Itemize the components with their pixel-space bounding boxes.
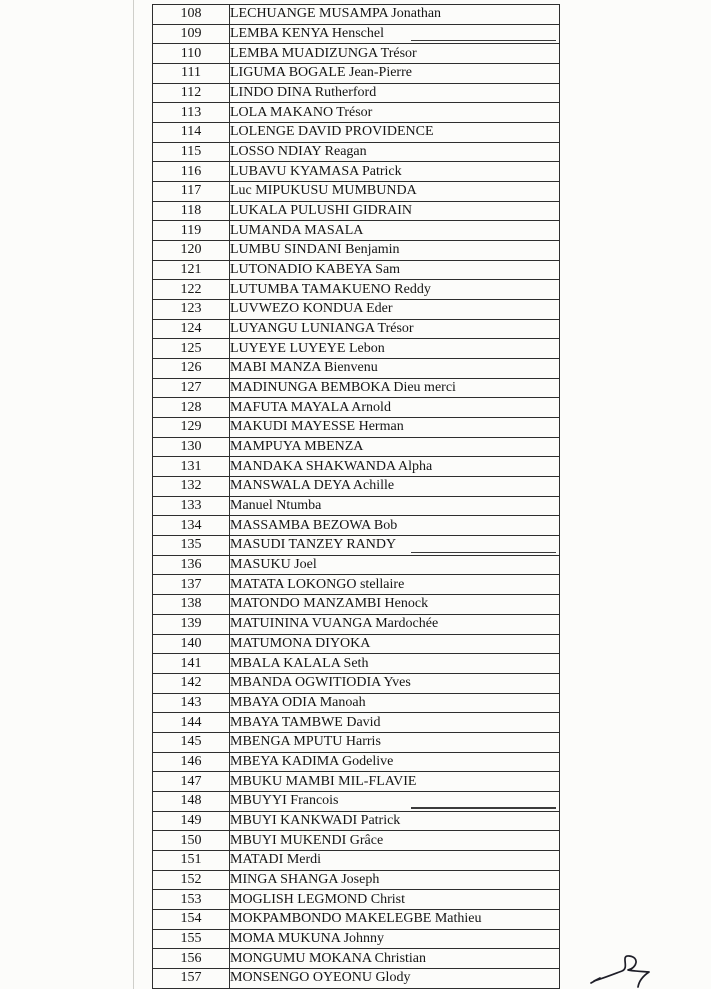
table-row xyxy=(153,24,560,44)
row-name: MONSENGO OYEONU Glody xyxy=(230,968,560,988)
row-name: LEMBA KENYA Henschel xyxy=(230,24,560,44)
row-number: 151 xyxy=(153,850,230,870)
row-number: 125 xyxy=(153,339,230,359)
row-name: LEMBA MUADIZUNGA Trésor xyxy=(230,44,560,64)
row-name: MOGLISH LEGMOND Christ xyxy=(230,890,560,910)
row-name: MBUYYI Francois xyxy=(230,791,560,811)
row-name: LUMANDA MASALA xyxy=(230,221,560,241)
table-row xyxy=(153,83,560,103)
row-number: 154 xyxy=(153,909,230,929)
roster-table xyxy=(152,4,560,989)
table-row xyxy=(153,241,560,261)
table-row xyxy=(153,555,560,575)
row-number: 117 xyxy=(153,182,230,202)
row-number: 108 xyxy=(153,5,230,25)
table-row xyxy=(153,909,560,929)
row-number: 124 xyxy=(153,319,230,339)
table-row xyxy=(153,614,560,634)
table-row xyxy=(153,378,560,398)
row-name: MBUKU MAMBI MIL-FLAVIE xyxy=(230,772,560,792)
table-row xyxy=(153,339,560,359)
row-name: MANDAKA SHAKWANDA Alpha xyxy=(230,457,560,477)
row-number: 139 xyxy=(153,614,230,634)
row-number: 149 xyxy=(153,811,230,831)
row-number: 113 xyxy=(153,103,230,123)
table-row xyxy=(153,536,560,556)
row-name: MBANDA OGWITIODIA Yves xyxy=(230,673,560,693)
row-name: MADINUNGA BEMBOKA Dieu merci xyxy=(230,378,560,398)
row-name: MATADI Merdi xyxy=(230,850,560,870)
row-name: MATATA LOKONGO stellaire xyxy=(230,575,560,595)
table-row xyxy=(153,103,560,123)
table-row xyxy=(153,791,560,811)
row-number: 109 xyxy=(153,24,230,44)
row-name: MASUKU Joel xyxy=(230,555,560,575)
row-name: LUMBU SINDANI Benjamin xyxy=(230,241,560,261)
table-row xyxy=(153,634,560,654)
table-row xyxy=(153,123,560,143)
table-row xyxy=(153,162,560,182)
table-row xyxy=(153,850,560,870)
table-row xyxy=(153,457,560,477)
table-row xyxy=(153,654,560,674)
row-name: MASSAMBA BEZOWA Bob xyxy=(230,516,560,536)
row-name: MANSWALA DEYA Achille xyxy=(230,477,560,497)
row-number: 147 xyxy=(153,772,230,792)
row-number: 143 xyxy=(153,693,230,713)
row-name: Luc MIPUKUSU MUMBUNDA xyxy=(230,182,560,202)
table-row xyxy=(153,968,560,988)
row-name: MATONDO MANZAMBI Henock xyxy=(230,595,560,615)
row-name: MINGA SHANGA Joseph xyxy=(230,870,560,890)
row-number: 112 xyxy=(153,83,230,103)
row-number: 146 xyxy=(153,752,230,772)
row-number: 121 xyxy=(153,260,230,280)
table-row xyxy=(153,260,560,280)
row-name: LOSSO NDIAY Reagan xyxy=(230,142,560,162)
row-name: MAKUDI MAYESSE Herman xyxy=(230,418,560,438)
table-row xyxy=(153,732,560,752)
row-name: MBUYI MUKENDI Grâce xyxy=(230,831,560,851)
row-name: MATUMONA DIYOKA xyxy=(230,634,560,654)
roster-table-body xyxy=(153,5,560,989)
row-name: MOMA MUKUNA Johnny xyxy=(230,929,560,949)
row-number: 118 xyxy=(153,201,230,221)
row-number: 114 xyxy=(153,123,230,143)
row-name: MBEYA KADIMA Godelive xyxy=(230,752,560,772)
row-name: MBENGA MPUTU Harris xyxy=(230,732,560,752)
table-row xyxy=(153,359,560,379)
table-row xyxy=(153,870,560,890)
table-row xyxy=(153,437,560,457)
row-name: MATUININA VUANGA Mardochée xyxy=(230,614,560,634)
row-number: 148 xyxy=(153,791,230,811)
row-name: LUKALA PULUSHI GIDRAIN xyxy=(230,201,560,221)
row-number: 127 xyxy=(153,378,230,398)
row-number: 144 xyxy=(153,713,230,733)
table-row xyxy=(153,890,560,910)
row-number: 116 xyxy=(153,162,230,182)
row-number: 130 xyxy=(153,437,230,457)
row-number: 136 xyxy=(153,555,230,575)
row-number: 155 xyxy=(153,929,230,949)
row-name: LUYEYE LUYEYE Lebon xyxy=(230,339,560,359)
table-row xyxy=(153,221,560,241)
row-number: 122 xyxy=(153,280,230,300)
row-name: MOKPAMBONDO MAKELEGBE Mathieu xyxy=(230,909,560,929)
row-number: 111 xyxy=(153,64,230,84)
row-name: LUYANGU LUNIANGA Trésor xyxy=(230,319,560,339)
row-number: 156 xyxy=(153,949,230,969)
table-row xyxy=(153,693,560,713)
row-name: LINDO DINA Rutherford xyxy=(230,83,560,103)
row-name: MABI MANZA Bienvenu xyxy=(230,359,560,379)
row-number: 145 xyxy=(153,732,230,752)
row-name: LUVWEZO KONDUA Eder xyxy=(230,300,560,320)
row-number: 128 xyxy=(153,398,230,418)
row-number: 110 xyxy=(153,44,230,64)
table-row xyxy=(153,300,560,320)
table-row xyxy=(153,182,560,202)
table-row xyxy=(153,64,560,84)
table-row xyxy=(153,398,560,418)
row-number: 123 xyxy=(153,300,230,320)
row-number: 137 xyxy=(153,575,230,595)
row-name: MAMPUYA MBENZA xyxy=(230,437,560,457)
row-number: 157 xyxy=(153,968,230,988)
row-name: MBALA KALALA Seth xyxy=(230,654,560,674)
table-row xyxy=(153,713,560,733)
row-number: 133 xyxy=(153,496,230,516)
table-row xyxy=(153,477,560,497)
table-row xyxy=(153,575,560,595)
table-row xyxy=(153,496,560,516)
row-name: MBAYA TAMBWE David xyxy=(230,713,560,733)
row-name: LOLA MAKANO Trésor xyxy=(230,103,560,123)
row-number: 152 xyxy=(153,870,230,890)
row-number: 140 xyxy=(153,634,230,654)
table-row xyxy=(153,418,560,438)
row-name: MBAYA ODIA Manoah xyxy=(230,693,560,713)
table-row xyxy=(153,595,560,615)
table-row xyxy=(153,516,560,536)
row-name: LUTONADIO KABEYA Sam xyxy=(230,260,560,280)
row-number: 131 xyxy=(153,457,230,477)
row-number: 120 xyxy=(153,241,230,261)
row-name: MAFUTA MAYALA Arnold xyxy=(230,398,560,418)
row-name: LECHUANGE MUSAMPA Jonathan xyxy=(230,5,560,25)
row-number: 141 xyxy=(153,654,230,674)
row-name: LUBAVU KYAMASA Patrick xyxy=(230,162,560,182)
table-row xyxy=(153,280,560,300)
table-row xyxy=(153,319,560,339)
table-row xyxy=(153,929,560,949)
row-number: 153 xyxy=(153,890,230,910)
row-name: LOLENGE DAVID PROVIDENCE xyxy=(230,123,560,143)
row-number: 142 xyxy=(153,673,230,693)
table-row xyxy=(153,142,560,162)
row-name: MONGUMU MOKANA Christian xyxy=(230,949,560,969)
table-row xyxy=(153,772,560,792)
row-number: 134 xyxy=(153,516,230,536)
row-name: Manuel Ntumba xyxy=(230,496,560,516)
row-number: 115 xyxy=(153,142,230,162)
row-name: LIGUMA BOGALE Jean-Pierre xyxy=(230,64,560,84)
table-row xyxy=(153,752,560,772)
row-number: 138 xyxy=(153,595,230,615)
row-number: 135 xyxy=(153,536,230,556)
row-name: LUTUMBA TAMAKUENO Reddy xyxy=(230,280,560,300)
table-row xyxy=(153,811,560,831)
table-row xyxy=(153,949,560,969)
table-row xyxy=(153,831,560,851)
signature-mark xyxy=(558,928,708,988)
scan-edge-artifact xyxy=(133,0,134,989)
table-row xyxy=(153,44,560,64)
row-number: 150 xyxy=(153,831,230,851)
row-number: 129 xyxy=(153,418,230,438)
table-row xyxy=(153,673,560,693)
row-name: MASUDI TANZEY RANDY xyxy=(230,536,560,556)
table-row xyxy=(153,5,560,25)
row-number: 126 xyxy=(153,359,230,379)
row-name: MBUYI KANKWADI Patrick xyxy=(230,811,560,831)
row-number: 119 xyxy=(153,221,230,241)
table-row xyxy=(153,201,560,221)
row-number: 132 xyxy=(153,477,230,497)
